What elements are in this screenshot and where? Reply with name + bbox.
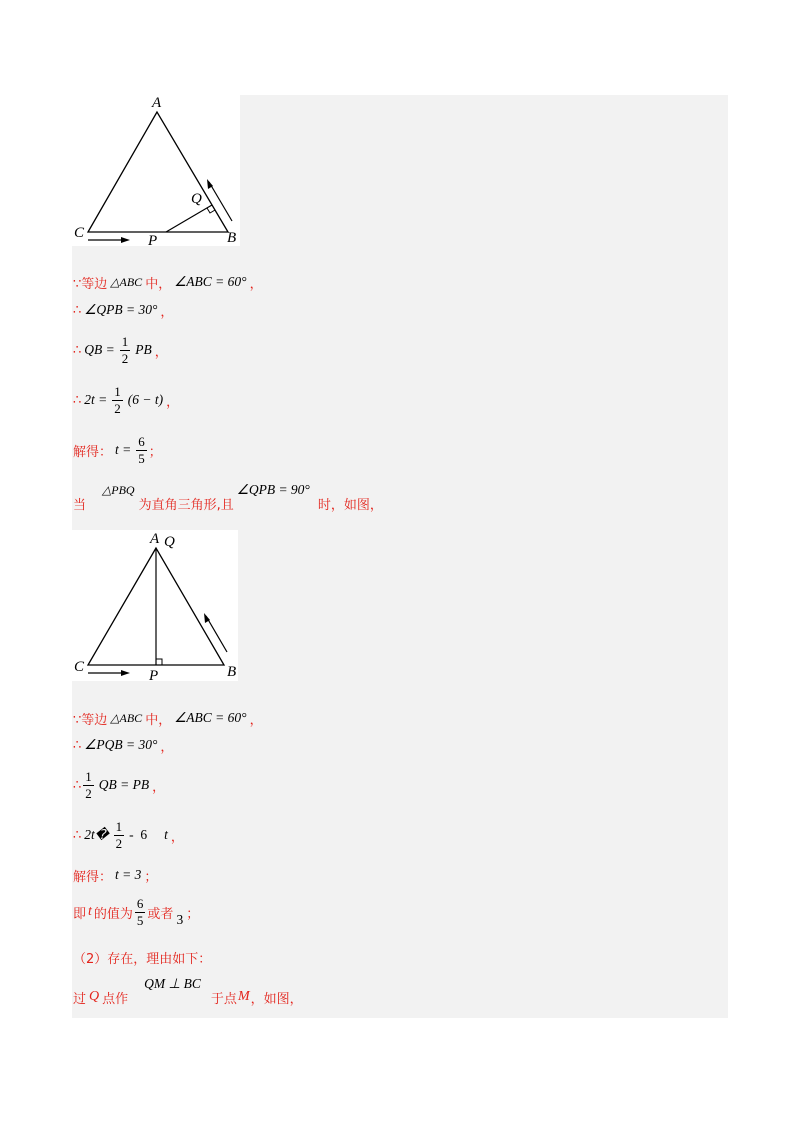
variable-t: t [88, 904, 92, 919]
denominator: 2 [85, 785, 92, 801]
label-q: Q [191, 191, 202, 207]
text: 中， [145, 712, 172, 728]
numerator: 1 [85, 768, 92, 784]
figure-2 [72, 530, 238, 681]
semicolon: ； [186, 906, 200, 922]
label-c: C [74, 225, 85, 241]
line-13 [73, 947, 211, 967]
text: 即 [73, 906, 87, 922]
therefore-symbol: ∴ [73, 737, 82, 753]
line-2 [73, 300, 173, 320]
line-11 [73, 865, 157, 885]
equation-math: 2t = [84, 392, 108, 407]
equation-math: t = [115, 442, 132, 457]
numerator: 6 [136, 895, 144, 911]
figure-1 [72, 95, 240, 246]
line-5 [73, 433, 162, 466]
angle-math: ∠ABC = 60° [174, 710, 247, 725]
label-a: A [152, 95, 162, 111]
perpendicular-math: QM ⊥ BC [144, 976, 201, 991]
angle-math: ∠ABC = 60° [174, 274, 247, 289]
numerator: 1 [115, 818, 123, 834]
line-4 [73, 383, 180, 416]
comma: ， [166, 394, 180, 410]
numerator: 1 [121, 333, 129, 349]
triangle-abc-math: △ABC [110, 710, 143, 725]
therefore-symbol: ∴ [73, 302, 82, 318]
text: 于点 [210, 991, 237, 1007]
label-c: C [74, 659, 85, 675]
denominator: 2 [121, 350, 129, 366]
denominator: 5 [136, 912, 144, 928]
label-b: B [227, 230, 237, 246]
comma: ， [152, 779, 166, 795]
triangle-abc-math: △ABC [110, 274, 143, 289]
arrow-c-to-b-head [121, 670, 130, 676]
denominator: 2 [115, 835, 123, 851]
numerator: 1 [114, 383, 121, 399]
text: 当 [73, 497, 87, 513]
angle-math: ∠QPB = 30° [84, 302, 158, 317]
equation-math: t [164, 827, 168, 842]
point-m: M [237, 989, 250, 1004]
comma: ， [160, 304, 174, 320]
text: ，如图， [250, 991, 303, 1007]
denominator: 2 [114, 400, 121, 416]
solve-text: 解得： [73, 869, 113, 885]
part-2-heading: （2）存在，理由如下： [73, 951, 212, 967]
label-b: B [227, 664, 237, 680]
because-text: ∵等边 [73, 276, 108, 292]
equation-math: - 6 [129, 827, 148, 842]
triangle-abc [88, 112, 228, 232]
right-angle-mark [156, 659, 162, 665]
comma: ， [154, 344, 168, 360]
equation-math: PB [135, 342, 152, 357]
because-text: ∵等边 [73, 712, 108, 728]
numerator: 6 [138, 433, 145, 449]
line-14 [73, 976, 303, 1007]
text: 中， [145, 276, 172, 292]
semicolon: ； [144, 869, 158, 885]
therefore-symbol: ∴ [73, 342, 82, 358]
angle-math: ∠QPB = 90° [236, 482, 310, 497]
arrow-b-to-a-shaft [206, 616, 227, 652]
figure-2-svg [72, 530, 238, 681]
line-7 [73, 708, 263, 728]
semicolon: ； [148, 444, 162, 460]
equation-math: QB = [84, 342, 115, 357]
arrow-b-to-a-shaft [209, 182, 232, 221]
figure-1-svg [72, 95, 240, 246]
label-q: Q [164, 534, 175, 550]
line-8 [73, 735, 173, 755]
equation-math: t = 3 [115, 867, 142, 882]
equation-math: (6 − t) [127, 392, 164, 407]
line-12 [73, 895, 200, 928]
comma: ， [249, 276, 263, 292]
text: 时，如图， [317, 497, 383, 513]
fraction [120, 335, 131, 366]
therefore-symbol: ∴ [73, 392, 82, 408]
text: 点作 [102, 991, 129, 1007]
text: 的值为 [93, 906, 133, 922]
comma: ， [249, 712, 263, 728]
line-6 [73, 482, 383, 513]
equation-math: QB = PB [98, 777, 150, 792]
therefore-symbol: ∴ [73, 827, 82, 843]
denominator: 5 [138, 450, 145, 466]
solve-text: 解得： [73, 444, 113, 460]
line-3 [73, 333, 168, 366]
label-p: P [149, 668, 159, 681]
therefore-symbol: ∴ [73, 777, 82, 793]
fraction [83, 770, 94, 801]
text: 为直角三角形,且 [138, 497, 234, 513]
line-1 [73, 272, 263, 292]
fraction [135, 897, 146, 928]
fraction [136, 435, 147, 466]
point-q: Q [89, 989, 100, 1004]
fraction [114, 820, 125, 851]
fraction [112, 385, 123, 416]
text: 过 [73, 991, 87, 1007]
line-9 [73, 768, 166, 801]
line-10 [73, 818, 184, 851]
segment-pq [166, 205, 212, 232]
label-a: A [150, 531, 160, 547]
comma: ， [170, 829, 184, 845]
triangle-pbq-math: △PBQ [102, 482, 135, 497]
label-p: P [148, 233, 158, 246]
equation-math: 2t� [84, 827, 109, 842]
arrow-c-to-b-head [121, 237, 130, 243]
comma: ， [160, 739, 174, 755]
angle-math: ∠PQB = 30° [84, 737, 158, 752]
value-3: 3 [176, 912, 184, 927]
text: 或者 [147, 906, 174, 922]
